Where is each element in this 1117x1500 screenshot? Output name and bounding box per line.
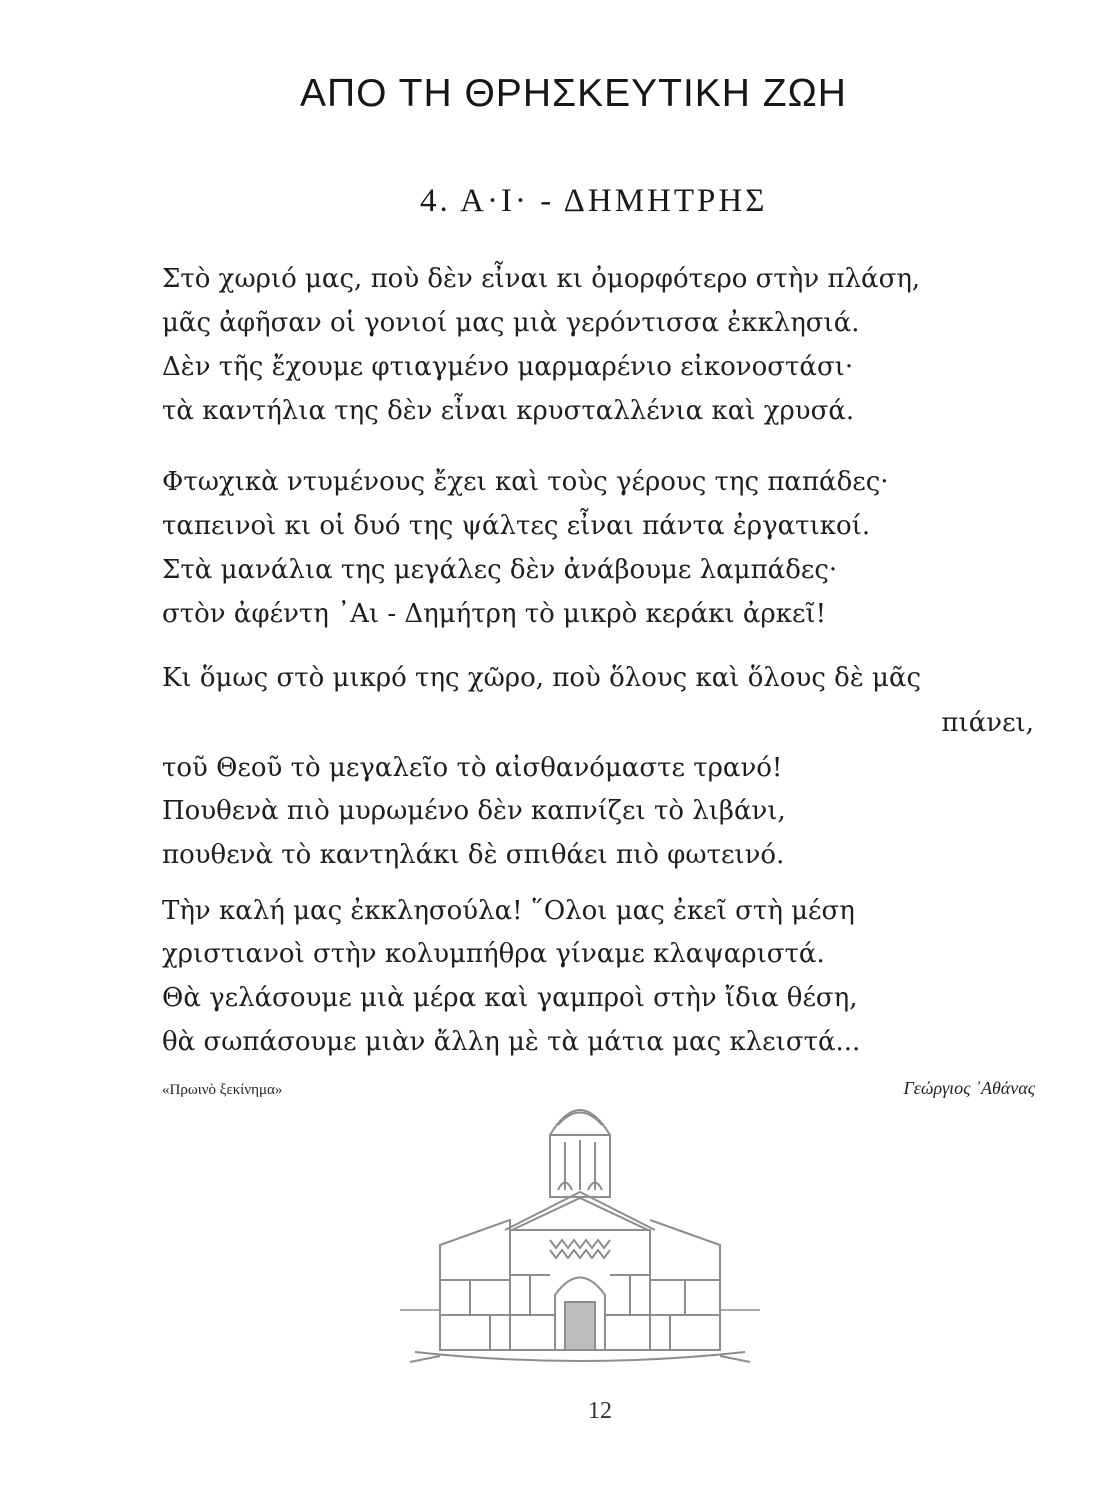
poem-line: Κι ὅμως στὸ μικρό της χῶρο, ποὺ ὅλους καὶ ὅλους δὲ μᾶς bbox=[162, 663, 922, 693]
poem-source: «Πρωινὸ ξεκίνημα» bbox=[162, 1082, 283, 1098]
poem-line: πουθενὰ τὸ καντηλάκι δὲ σπιθάει πιὸ φωτεινό. bbox=[162, 840, 785, 870]
poem-line: χριστιανοὶ στὴν κολυμπήθρα γίναμε κλαψαριστά. bbox=[162, 939, 825, 969]
poem-line: Πουθενὰ πιὸ μυρωμένο δὲν καπνίζει τὸ λιβάνι, bbox=[162, 796, 786, 826]
poem-line: στὸν ἀφέντη ᾿Αι - Δημήτρη τὸ μικρὸ κεράκι ἀρκεῖ! bbox=[162, 599, 827, 629]
poem-line: τὰ καντήλια της δὲν εἶναι κρυσταλλένια καὶ χρυσά. bbox=[162, 396, 855, 426]
church-drawing-icon bbox=[400, 1080, 760, 1380]
poem-line-continuation: πιάνει, bbox=[941, 708, 1034, 738]
poem-title: 4. Α·Ι· - ΔΗΜΗΤΡΗΣ bbox=[420, 183, 768, 219]
poem-line: Δὲν τῆς ἔχουμε φτιαγμένο μαρμαρένιο εἰκονοστάσι· bbox=[162, 352, 854, 382]
poem-line: Φτωχικὰ ντυμένους ἔχει καὶ τοὺς γέρους της παπάδες· bbox=[162, 467, 889, 497]
page-number: 12 bbox=[588, 1398, 612, 1424]
poem-line: Τὴν καλή μας ἐκκλησούλα! ῞Ολοι μας ἐκεῖ στὴ μέση bbox=[162, 896, 855, 926]
poem-line: Θὰ γελάσουμε μιὰ μέρα καὶ γαμπροὶ στὴν ἴδια θέση, bbox=[162, 983, 858, 1013]
poem-line: ταπεινοὶ κι οἱ δυό της ψάλτες εἶναι πάντα ἐργατικοί. bbox=[162, 511, 871, 541]
section-title: ΑΠΟ ΤΗ ΘΡΗΣΚΕΥΤΙΚΗ ΖΩΗ bbox=[300, 72, 847, 115]
poem-line: θὰ σωπάσουμε μιὰν ἄλλη μὲ τὰ μάτια μας κλειστά... bbox=[162, 1027, 861, 1057]
poem-line: Στὰ μανάλια της μεγάλες δὲν ἀνάβουμε λαμπάδες· bbox=[162, 555, 838, 585]
poem-line: τοῦ Θεοῦ τὸ μεγαλεῖο τὸ αἰσθανόμαστε τρανό! bbox=[162, 753, 783, 783]
poem-line: Στὸ χωριό μας, ποὺ δὲν εἶναι κι ὀμορφότερο στὴν πλάση, bbox=[162, 264, 921, 294]
poem-author: Γεώργιος ᾿Αθάνας bbox=[903, 1078, 1035, 1098]
poem-line: μᾶς ἀφῆσαν οἱ γονιοί μας μιὰ γερόντισσα ἐκκλησιά. bbox=[162, 308, 860, 338]
